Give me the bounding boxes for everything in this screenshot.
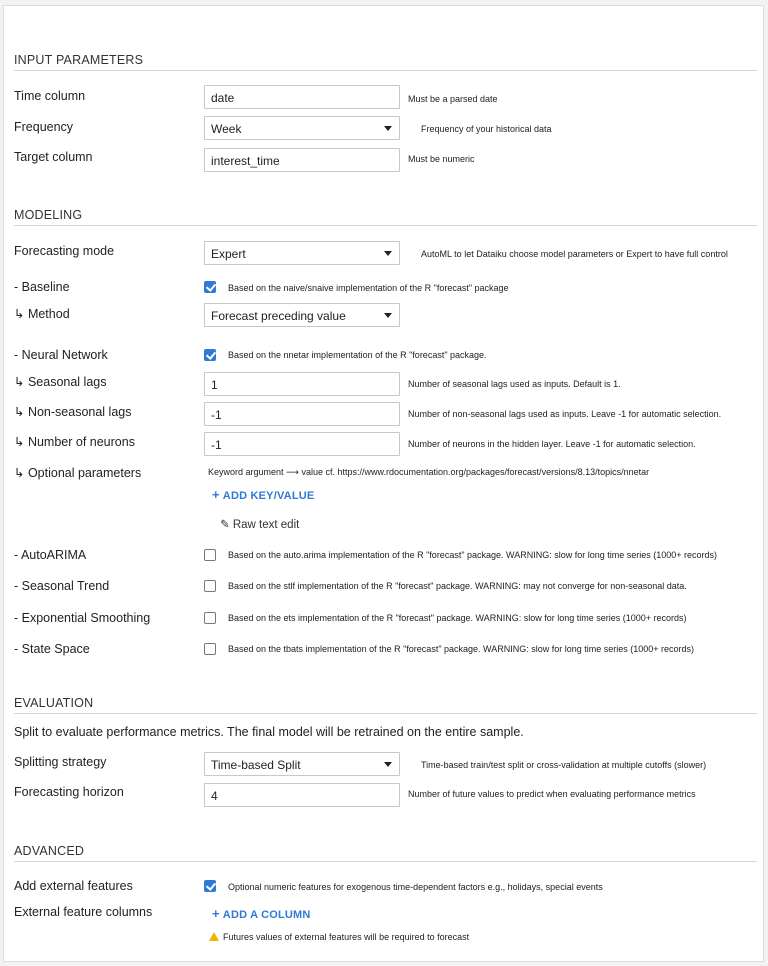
state-space-label: - State Space — [14, 642, 90, 656]
warning-triangle-icon — [209, 932, 219, 941]
state-space-checkbox[interactable] — [204, 643, 216, 655]
autoarima-checkbox[interactable] — [204, 549, 216, 561]
optional-parameters-help: Keyword argument ⟶ value cf. https://www.rdocumentation.org/packages/forecast/versions/8.13/topics/nnetar — [208, 467, 650, 477]
section-title-input-parameters: INPUT PARAMETERS — [14, 53, 144, 67]
time-column-label: Time column — [14, 89, 86, 103]
non-seasonal-lags-input[interactable]: -1 — [204, 402, 400, 426]
chevron-down-icon — [384, 251, 392, 256]
section-title-modeling: MODELING — [14, 208, 83, 222]
chevron-down-icon — [384, 313, 392, 318]
neural-network-help: Based on the nnetar implementation of the R "forecast" package. — [228, 350, 487, 360]
plus-icon: + — [212, 487, 220, 502]
frequency-label: Frequency — [14, 120, 74, 134]
optional-parameters-label: ↳ Optional parameters — [14, 466, 142, 480]
edit-icon: ✎ — [220, 519, 230, 531]
method-select[interactable] — [204, 303, 400, 327]
add-external-features-help: Optional numeric features for exogenous time-dependent factors e.g., holidays, special events — [228, 882, 603, 892]
external-feature-columns-label: External feature columns — [14, 905, 153, 919]
splitting-strategy-help: Time-based train/test split or cross-validation at multiple cutoffs (slower) — [421, 760, 707, 770]
frequency-value: Week — [211, 122, 242, 136]
frequency-help: Frequency of your historical data — [421, 124, 552, 134]
raw-text-edit-label: Raw text edit — [232, 519, 300, 531]
forecasting-mode-help: AutoML to let Dataiku choose model parameters or Expert to have full control — [421, 249, 728, 259]
evaluation-description: Split to evaluate performance metrics. The final model will be retrained on the entire sample. — [14, 725, 524, 739]
baseline-checkbox[interactable] — [204, 281, 216, 293]
neural-network-checkbox[interactable] — [204, 349, 216, 361]
non-seasonal-lags-label: ↳ Non-seasonal lags — [14, 405, 132, 419]
number-of-neurons-help: Number of neurons in the hidden layer. Leave -1 for automatic selection. — [408, 439, 696, 449]
baseline-help: Based on the naive/snaive implementation of the R "forecast" package — [228, 283, 509, 293]
add-external-features-label: Add external features — [14, 879, 133, 893]
seasonal-trend-label: - Seasonal Trend — [14, 579, 110, 593]
section-divider — [14, 225, 757, 226]
frequency-select[interactable] — [204, 116, 400, 140]
non-seasonal-lags-help: Number of non-seasonal lags used as inputs. Leave -1 for automatic selection. — [408, 409, 722, 419]
method-value: Forecast preceding value — [211, 309, 346, 323]
seasonal-trend-checkbox[interactable] — [204, 580, 216, 592]
recipe-settings-panel — [3, 5, 764, 962]
section-divider — [14, 70, 757, 71]
chevron-down-icon — [384, 126, 392, 131]
splitting-strategy-select[interactable] — [204, 752, 400, 776]
plus-icon: + — [212, 906, 220, 921]
seasonal-lags-help: Number of seasonal lags used as inputs. Default is 1. — [408, 379, 621, 389]
number-of-neurons-input[interactable]: -1 — [204, 432, 400, 456]
exponential-smoothing-help: Based on the ets implementation of the R "forecast" package. WARNING: slow for long time series (1000+ records) — [228, 613, 687, 623]
neural-network-label: - Neural Network — [14, 348, 108, 362]
forecasting-horizon-help: Number of future values to predict when evaluating performance metrics — [408, 789, 696, 799]
state-space-help: Based on the tbats implementation of the R "forecast" package. WARNING: slow for long time series (1000+ records) — [228, 644, 695, 654]
baseline-label: - Baseline — [14, 280, 70, 294]
section-divider — [14, 713, 757, 714]
seasonal-lags-label: ↳ Seasonal lags — [14, 375, 107, 389]
number-of-neurons-label: ↳ Number of neurons — [14, 435, 135, 449]
autoarima-label: - AutoARIMA — [14, 548, 87, 562]
forecasting-horizon-label: Forecasting horizon — [14, 785, 124, 799]
target-column-input[interactable]: interest_time — [204, 148, 400, 172]
exponential-smoothing-label: - Exponential Smoothing — [14, 611, 151, 625]
forecasting-horizon-input[interactable]: 4 — [204, 783, 400, 807]
add-a-column-label: ADD A COLUMN — [222, 909, 311, 921]
section-title-advanced: ADVANCED — [14, 844, 85, 858]
splitting-strategy-value: Time-based Split — [211, 758, 301, 772]
forecasting-mode-label: Forecasting mode — [14, 244, 115, 258]
target-column-label: Target column — [14, 150, 93, 164]
external-features-warning-text: Futures values of external features will be required to forecast — [223, 932, 470, 942]
add-a-column-button[interactable] — [212, 906, 311, 921]
time-column-input[interactable]: date — [204, 85, 400, 109]
add-key-value-label: ADD KEY/VALUE — [222, 490, 315, 502]
section-title-evaluation: EVALUATION — [14, 696, 94, 710]
forecasting-mode-value: Expert — [211, 247, 246, 261]
seasonal-lags-input[interactable]: 1 — [204, 372, 400, 396]
forecasting-mode-select[interactable] — [204, 241, 400, 265]
splitting-strategy-label: Splitting strategy — [14, 755, 107, 769]
seasonal-trend-help: Based on the stlf implementation of the R "forecast" package. WARNING: may not converge for non-seasonal data. — [228, 581, 687, 591]
method-label: ↳ Method — [14, 307, 70, 321]
autoarima-help: Based on the auto.arima implementation of the R "forecast" package. WARNING: slow for long time series (1000+ records) — [228, 550, 718, 560]
chevron-down-icon — [384, 762, 392, 767]
external-features-warning — [209, 931, 469, 942]
section-divider — [14, 861, 757, 862]
target-column-help: Must be numeric — [408, 154, 475, 164]
add-key-value-button[interactable] — [212, 487, 314, 502]
time-column-help: Must be a parsed date — [408, 94, 498, 104]
raw-text-edit-button[interactable] — [220, 517, 299, 531]
add-external-features-checkbox[interactable] — [204, 880, 216, 892]
exponential-smoothing-checkbox[interactable] — [204, 612, 216, 624]
